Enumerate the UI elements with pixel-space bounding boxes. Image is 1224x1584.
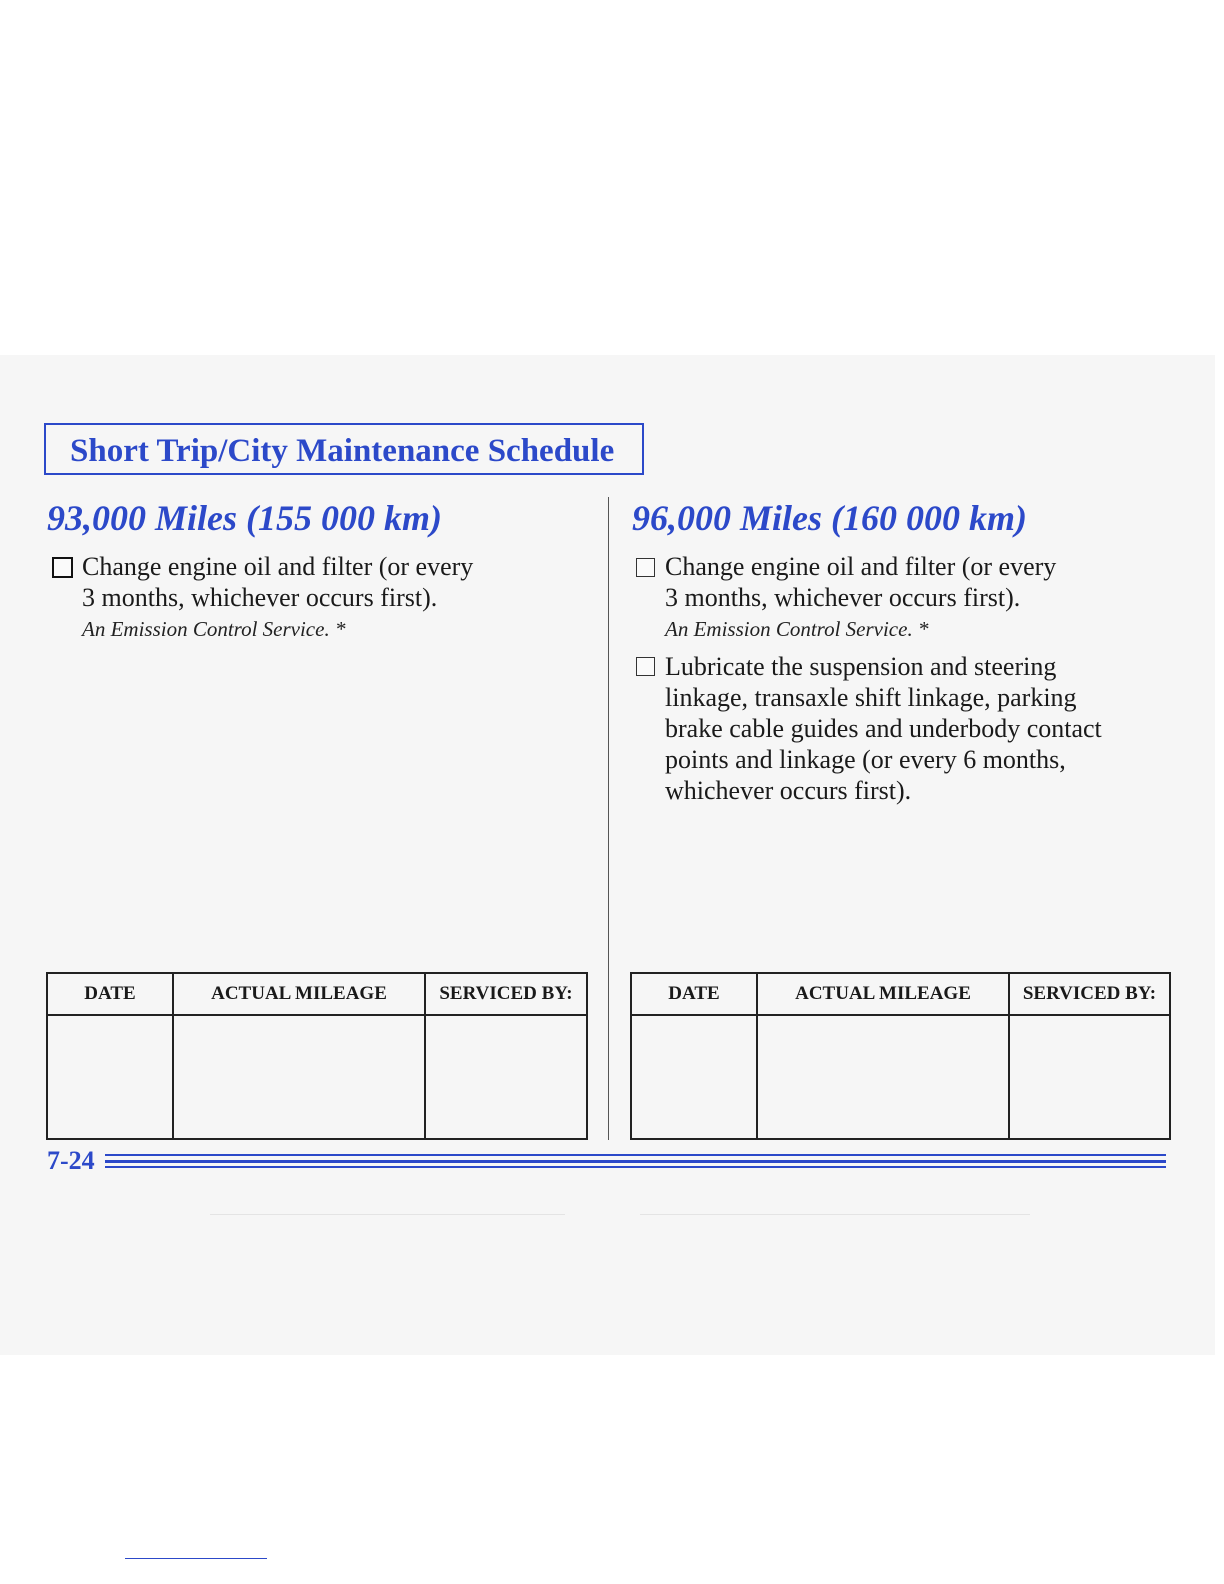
task-line: Change engine oil and filter (or every [665, 552, 1057, 581]
actual-mileage-cell[interactable] [173, 1015, 425, 1139]
emission-note-right-1: An Emission Control Service. * [665, 617, 929, 641]
column-divider [608, 497, 609, 1140]
section-title: Short Trip/City Maintenance Schedule [70, 433, 615, 469]
column-header-date: DATE [47, 973, 173, 1015]
task-checkbox-right-2[interactable] [636, 657, 655, 676]
task-line: 3 months, whichever occurs first). [82, 583, 438, 612]
task-checkbox-right-1[interactable] [636, 558, 655, 577]
service-record-table-left [46, 972, 588, 1140]
mileage-heading-right: 96,000 Miles (160 000 km) [632, 498, 1027, 538]
column-header-actual-mileage: ACTUAL MILEAGE [173, 973, 425, 1015]
actual-mileage-cell[interactable] [757, 1015, 1009, 1139]
service-record-table-right [630, 972, 1171, 1140]
footer-rule-top [105, 1154, 1166, 1156]
task-line: points and linkage (or every 6 months, [665, 745, 1066, 774]
emission-note-left-1: An Emission Control Service. * [82, 617, 346, 641]
serviced-by-cell[interactable] [1009, 1015, 1170, 1139]
task-line: Lubricate the suspension and steering [665, 652, 1057, 681]
task-left-1 [82, 551, 473, 613]
task-checkbox-left-1[interactable] [52, 557, 73, 578]
date-cell[interactable] [631, 1015, 757, 1139]
footer-rule-middle [105, 1160, 1166, 1163]
page-number: 7-24 [47, 1146, 95, 1175]
scan-artifact-line [210, 1214, 565, 1215]
section-title-box [44, 423, 644, 475]
mileage-heading-left: 93,000 Miles (155 000 km) [47, 498, 442, 538]
column-header-actual-mileage: ACTUAL MILEAGE [757, 973, 1009, 1015]
task-line: linkage, transaxle shift linkage, parking [665, 683, 1077, 712]
column-header-date: DATE [631, 973, 757, 1015]
bottom-underline [125, 1558, 267, 1559]
task-line: 3 months, whichever occurs first). [665, 583, 1021, 612]
task-right-2 [665, 651, 1102, 806]
serviced-by-cell[interactable] [425, 1015, 587, 1139]
date-cell[interactable] [47, 1015, 173, 1139]
footer-rule-bottom [105, 1166, 1166, 1168]
column-header-serviced-by: SERVICED BY: [1009, 973, 1170, 1015]
table-row [47, 1015, 587, 1139]
table-row [631, 1015, 1170, 1139]
scan-artifact-line [640, 1214, 1030, 1215]
task-line: whichever occurs first). [665, 776, 912, 805]
column-header-serviced-by: SERVICED BY: [425, 973, 587, 1015]
task-right-1 [665, 551, 1056, 613]
task-line: brake cable guides and underbody contact [665, 714, 1102, 743]
task-line: Change engine oil and filter (or every [82, 552, 474, 581]
